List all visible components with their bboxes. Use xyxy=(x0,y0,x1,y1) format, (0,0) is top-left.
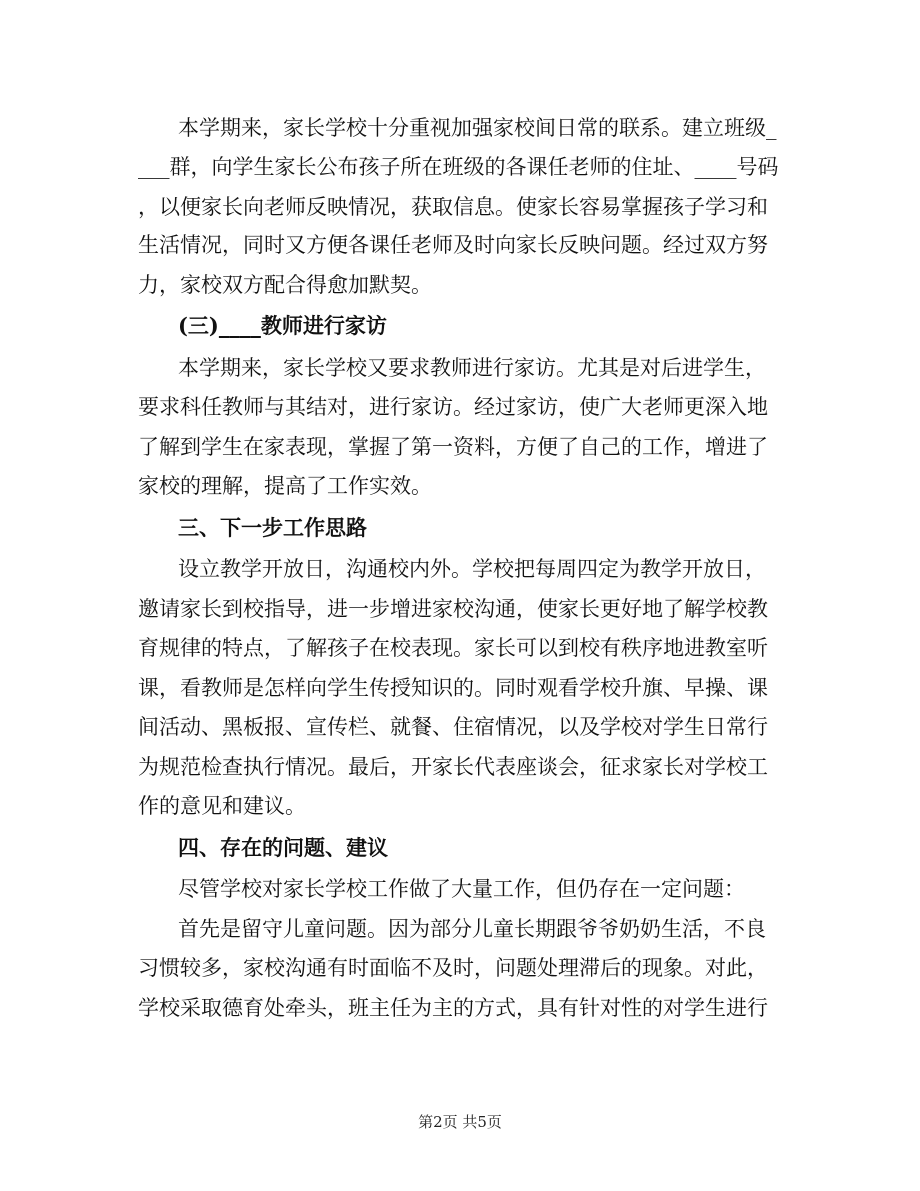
paragraph-line: ___群，向学生家长公布孩子所在班级的各课任老师的住址、____号码 xyxy=(138,155,779,179)
section-heading: 三、下一步工作思路 xyxy=(178,515,367,540)
paragraph-line: 设立教学开放日，沟通校内外。学校把每周四定为教学开放日， xyxy=(178,557,766,581)
paragraph-line: 本学期来，家长学校十分重视加强家校间日常的联系。建立班级_ xyxy=(178,116,777,140)
paragraph-line: 了解到学生在家表现，掌握了第一资料，方便了自己的工作，增进了 xyxy=(138,435,768,459)
paragraph-line: 间活动、黑板报、宣传栏、就餐、住宿情况，以及学校对学生日常行 xyxy=(138,715,768,739)
paragraph-line: 家校的理解，提高了工作实效。 xyxy=(138,474,432,498)
paragraph-line: 作的意见和建议。 xyxy=(138,794,306,818)
paragraph-line: 首先是留守儿童问题。因为部分儿童长期跟爷爷奶奶生活，不良 xyxy=(178,917,766,941)
paragraph-line: 学校采取德育处牵头，班主任为主的方式，具有针对性的对学生进行 xyxy=(138,996,768,1020)
paragraph-line: ，以便家长向老师反映情况，获取信息。使家长容易掌握孩子学习和 xyxy=(138,195,768,219)
paragraph-line: 邀请家长到校指导，进一步增进家校沟通，使家长更好地了解学校教 xyxy=(138,597,768,621)
paragraph-line: 为规范检查执行情况。最后，开家长代表座谈会，征求家长对学校工 xyxy=(138,755,768,779)
section-heading: (三)____教师进行家访 xyxy=(178,313,387,338)
section-heading: 四、存在的问题、建议 xyxy=(178,835,388,860)
paragraph-line: 习惯较多，家校沟通有时面临不及时，问题处理滞后的现象。对此， xyxy=(138,956,768,980)
paragraph-line: 生活情况，同时又方便各课任老师及时向家长反映问题。经过双方努 xyxy=(138,233,768,257)
paragraph-line: 课，看教师是怎样向学生传授知识的。同时观看学校升旗、早操、课 xyxy=(138,676,768,700)
paragraph-line: 要求科任教师与其结对，进行家访。经过家访，使广大老师更深入地 xyxy=(138,395,768,419)
page-footer: 第2页 共5页 xyxy=(418,1113,502,1131)
paragraph-line: 力，家校双方配合得愈加默契。 xyxy=(138,273,432,297)
paragraph-line: 本学期来，家长学校又要求教师进行家访。尤其是对后进学生， xyxy=(178,356,766,380)
paragraph-line: 育规律的特点，了解孩子在校表现。家长可以到校有秩序地进教室听 xyxy=(138,636,768,660)
paragraph-line: 尽管学校对家长学校工作做了大量工作，但仍存在一定问题： xyxy=(178,877,745,901)
